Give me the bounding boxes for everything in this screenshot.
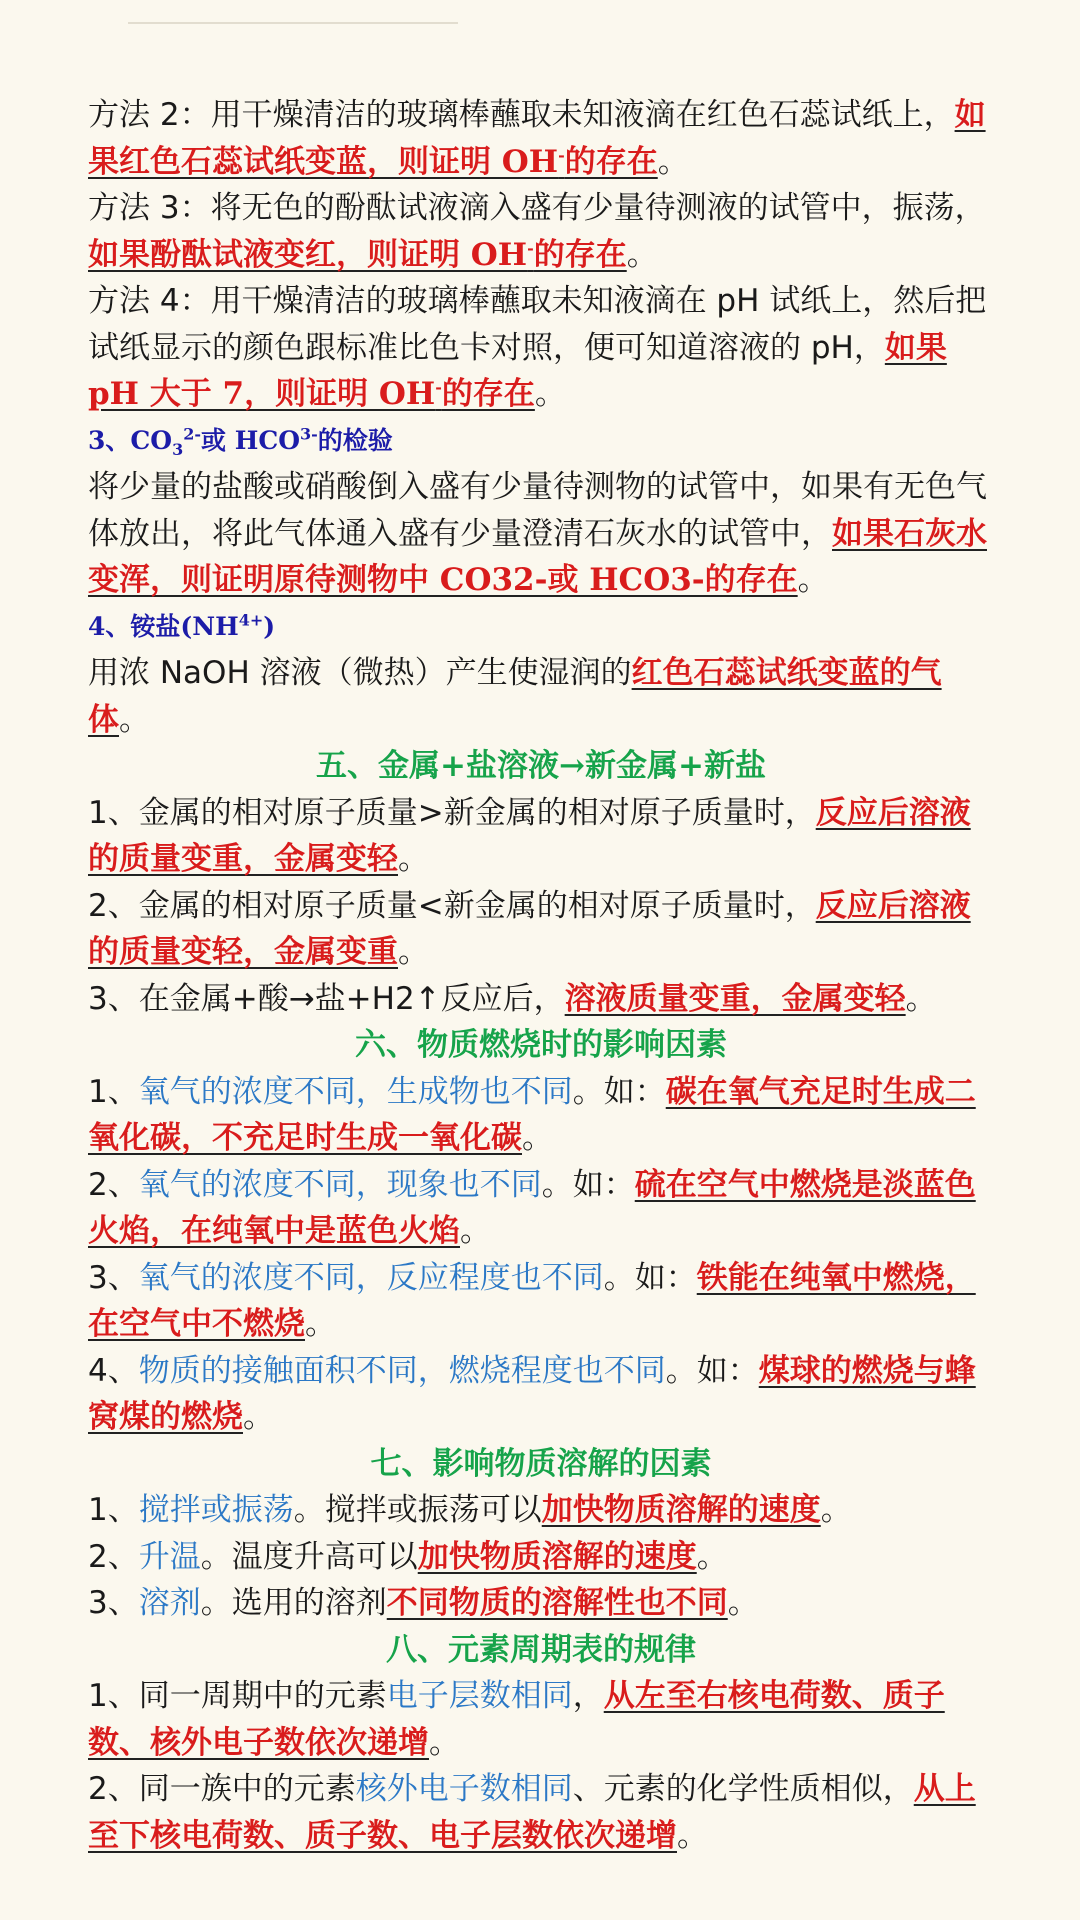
section-6-item-3-emphasis: 铁能在纯氧中燃烧，在空气中不燃烧 <box>88 1259 976 1342</box>
document-body <box>88 92 994 1859</box>
section-7-item-3-mid: 。选用的溶剂 <box>200 1585 387 1621</box>
method-2-superscript: - <box>558 145 565 165</box>
ammonium-superscript: 4+ <box>238 610 264 630</box>
section-6-item-1-end: 。 <box>522 1120 553 1156</box>
section-5-item-2-end: 。 <box>398 934 429 970</box>
method-2-end: 。 <box>657 143 689 180</box>
section-8-item-1-mid: ， <box>572 1678 604 1714</box>
section-7-item-3-end: 。 <box>727 1585 759 1621</box>
method-4-paragraph <box>88 278 994 418</box>
section-5-item-3 <box>88 976 994 1023</box>
carbonate-subscript: 3 <box>172 439 184 459</box>
section-7-item-3-emphasis: 不同物质的溶解性也不同 <box>386 1585 728 1621</box>
section-8-item-1-end: 。 <box>429 1724 460 1761</box>
section-6-item-4-emphasis: 煤球的燃烧与蜂窝煤的燃烧 <box>88 1352 976 1435</box>
carbonate-paragraph <box>88 464 994 604</box>
section-7-item-2-blue: 升温 <box>138 1538 201 1575</box>
section-7-heading: 七、影响物质溶解的因素 <box>370 1445 712 1482</box>
section-7-item-1-end: 。 <box>820 1492 852 1528</box>
method-2-text: 方法 2：用干燥清洁的玻璃棒蘸取未知液滴在红色石蕊试纸上， <box>88 97 955 133</box>
section-7-item-1-blue: 搅拌或振荡 <box>138 1492 294 1528</box>
section-7-item-1-number: 1、 <box>88 1492 139 1528</box>
section-8-item-2-blue: 核外电子数相同 <box>355 1771 573 1807</box>
method-3-superscript: - <box>527 238 534 258</box>
carbonate-superscript-1: 2- <box>183 424 201 444</box>
ammonium-emphasis: 红色石蕊试纸变蓝的气体 <box>88 655 942 738</box>
carbonate-end: 。 <box>797 562 829 598</box>
method-4-emphasis-a: 如果 pH 大于 7，则证明 OH <box>88 329 947 412</box>
section-5-heading: 五、金属+盐溶液→新金属+新盐 <box>316 748 766 784</box>
section-8-item-2-text: 2、同一族中的元素 <box>88 1771 356 1807</box>
section-6-item-2-end: 。 <box>460 1213 491 1249</box>
method-2-emphasis-a: 如果红色石蕊试纸变蓝，则证明 OH <box>88 97 986 180</box>
section-5-item-2 <box>88 883 994 976</box>
section-6-item-2 <box>88 1162 994 1255</box>
section-6-item-1-number: 1、 <box>88 1073 139 1110</box>
section-6-item-4-mid: 。如： <box>665 1352 759 1389</box>
method-4-emphasis-b: 的存在 <box>441 376 535 412</box>
ammonium-text: 用浓 NaOH 溶液（微热）产生使湿润的 <box>88 655 632 691</box>
section-6-item-2-mid: 。如： <box>541 1166 635 1203</box>
section-8-item-1 <box>88 1673 994 1766</box>
ammonium-paragraph <box>88 650 994 743</box>
section-6-item-3 <box>88 1255 994 1348</box>
carbonate-subheading <box>88 418 994 465</box>
method-3-emphasis-a: 如果酚酞试液变红，则证明 OH <box>88 236 528 273</box>
method-3-text: 方法 3：将无色的酚酞试液滴入盛有少量待测液的试管中，振荡， <box>88 190 986 226</box>
section-6-item-1-blue: 氧气的浓度不同，生成物也不同 <box>138 1073 573 1110</box>
section-6-item-2-emphasis: 硫在空气中燃烧是淡蓝色火焰，在纯氧中是蓝色火焰 <box>88 1166 976 1249</box>
method-4-superscript: - <box>435 377 442 397</box>
section-6-heading: 六、物质燃烧时的影响因素 <box>355 1027 727 1063</box>
section-5-item-2-emphasis: 反应后溶液的质量变轻，金属变重 <box>88 887 971 970</box>
section-6-item-3-end: 。 <box>305 1306 336 1342</box>
section-7-item-2-mid: 。温度升高可以 <box>200 1538 418 1575</box>
section-7-item-1-mid: 。搅拌或振荡可以 <box>293 1492 542 1528</box>
section-6-item-3-blue: 氧气的浓度不同，反应程度也不同 <box>138 1259 604 1296</box>
ammonium-subheading-b: ) <box>263 611 276 641</box>
section-7-item-3-number: 3、 <box>88 1585 139 1621</box>
method-4-end: 。 <box>534 376 566 412</box>
ammonium-end: 。 <box>119 701 150 738</box>
section-7-item-2-number: 2、 <box>88 1538 139 1575</box>
method-3-paragraph <box>88 185 994 278</box>
section-7-item-2-end: 。 <box>696 1538 728 1575</box>
section-5-item-3-end: 。 <box>905 980 937 1017</box>
section-5-item-1-end: 。 <box>398 841 429 877</box>
method-3-emphasis-b: 的存在 <box>533 236 627 273</box>
carbonate-emphasis: 如果石灰水变浑，则证明原待测物中 CO32-或 HCO3-的存在 <box>88 515 987 598</box>
ammonium-subheading <box>88 604 994 651</box>
section-7-item-3-blue: 溶剂 <box>138 1585 201 1621</box>
section-6-item-3-number: 3、 <box>88 1259 139 1296</box>
section-5-item-2-text: 2、金属的相对原子质量<新金属的相对原子质量时， <box>88 887 816 924</box>
carbonate-subheading-c: 的检验 <box>317 425 393 455</box>
top-divider <box>128 22 458 24</box>
section-5-item-3-emphasis: 溶液质量变重，金属变轻 <box>564 980 906 1017</box>
ammonium-subheading-a: 4、铵盐(NH <box>88 611 239 641</box>
section-5-item-1 <box>88 790 994 883</box>
carbonate-superscript-2: 3- <box>300 424 318 444</box>
method-2-paragraph <box>88 92 994 185</box>
section-5-item-1-text: 1、金属的相对原子质量>新金属的相对原子质量时， <box>88 794 816 831</box>
carbonate-subheading-b: 或 HCO <box>201 425 300 455</box>
section-5-item-1-emphasis: 反应后溶液的质量变重，金属变轻 <box>88 794 971 877</box>
section-6-item-1 <box>88 1069 994 1162</box>
section-8-item-1-blue: 电子层数相同 <box>386 1678 573 1714</box>
section-6-item-1-mid: 。如： <box>572 1073 666 1110</box>
method-3-end: 。 <box>626 236 658 273</box>
section-6-item-4-number: 4、 <box>88 1352 139 1389</box>
section-5-item-3-text: 3、在金属+酸→盐+H2↑反应后， <box>88 980 565 1017</box>
section-7-item-1 <box>88 1487 994 1534</box>
section-6-item-2-blue: 氧气的浓度不同，现象也不同 <box>138 1166 542 1203</box>
method-4-text: 方法 4：用干燥清洁的玻璃棒蘸取未知液滴在 pH 试纸上，然后把试纸显示的颜色跟标准比色卡对照，便可知道溶液的 pH， <box>88 283 987 366</box>
section-6-item-4 <box>88 1348 994 1441</box>
method-3-emphasis <box>88 237 627 273</box>
section-8-heading: 八、元素周期表的规律 <box>386 1631 696 1668</box>
section-7-item-2 <box>88 1534 994 1581</box>
section-6-item-3-mid: 。如： <box>603 1259 697 1296</box>
carbonate-text: 将少量的盐酸或硝酸倒入盛有少量待测物的试管中，如果有无色气体放出，将此气体通入盛有少量澄清石灰水的试管中， <box>88 469 987 552</box>
section-7-item-2-emphasis: 加快物质溶解的速度 <box>417 1538 697 1575</box>
section-6-item-1-emphasis: 碳在氧气充足时生成二氧化碳，不充足时生成一氧化碳 <box>88 1073 976 1156</box>
section-8-item-2-mid: 、元素的化学性质相似， <box>572 1771 914 1807</box>
section-6-item-2-number: 2、 <box>88 1166 139 1203</box>
section-8-item-1-emphasis: 从左至右核电荷数、质子数、核外电子数依次递增 <box>88 1678 945 1761</box>
section-8-item-2 <box>88 1766 994 1859</box>
section-6-item-4-end: 。 <box>243 1399 274 1435</box>
section-8-item-2-end: 。 <box>677 1817 708 1854</box>
section-8-item-1-text: 1、同一周期中的元素 <box>88 1678 387 1714</box>
section-7-item-1-emphasis: 加快物质溶解的速度 <box>541 1492 821 1528</box>
carbonate-subheading-a: 3、CO <box>88 425 173 455</box>
section-7-item-3 <box>88 1580 994 1627</box>
section-6-item-4-blue: 物质的接触面积不同，燃烧程度也不同 <box>138 1352 666 1389</box>
method-2-emphasis-b: 的存在 <box>564 143 658 180</box>
section-8-item-2-emphasis: 从上至下核电荷数、质子数、电子层数依次递增 <box>88 1771 976 1854</box>
